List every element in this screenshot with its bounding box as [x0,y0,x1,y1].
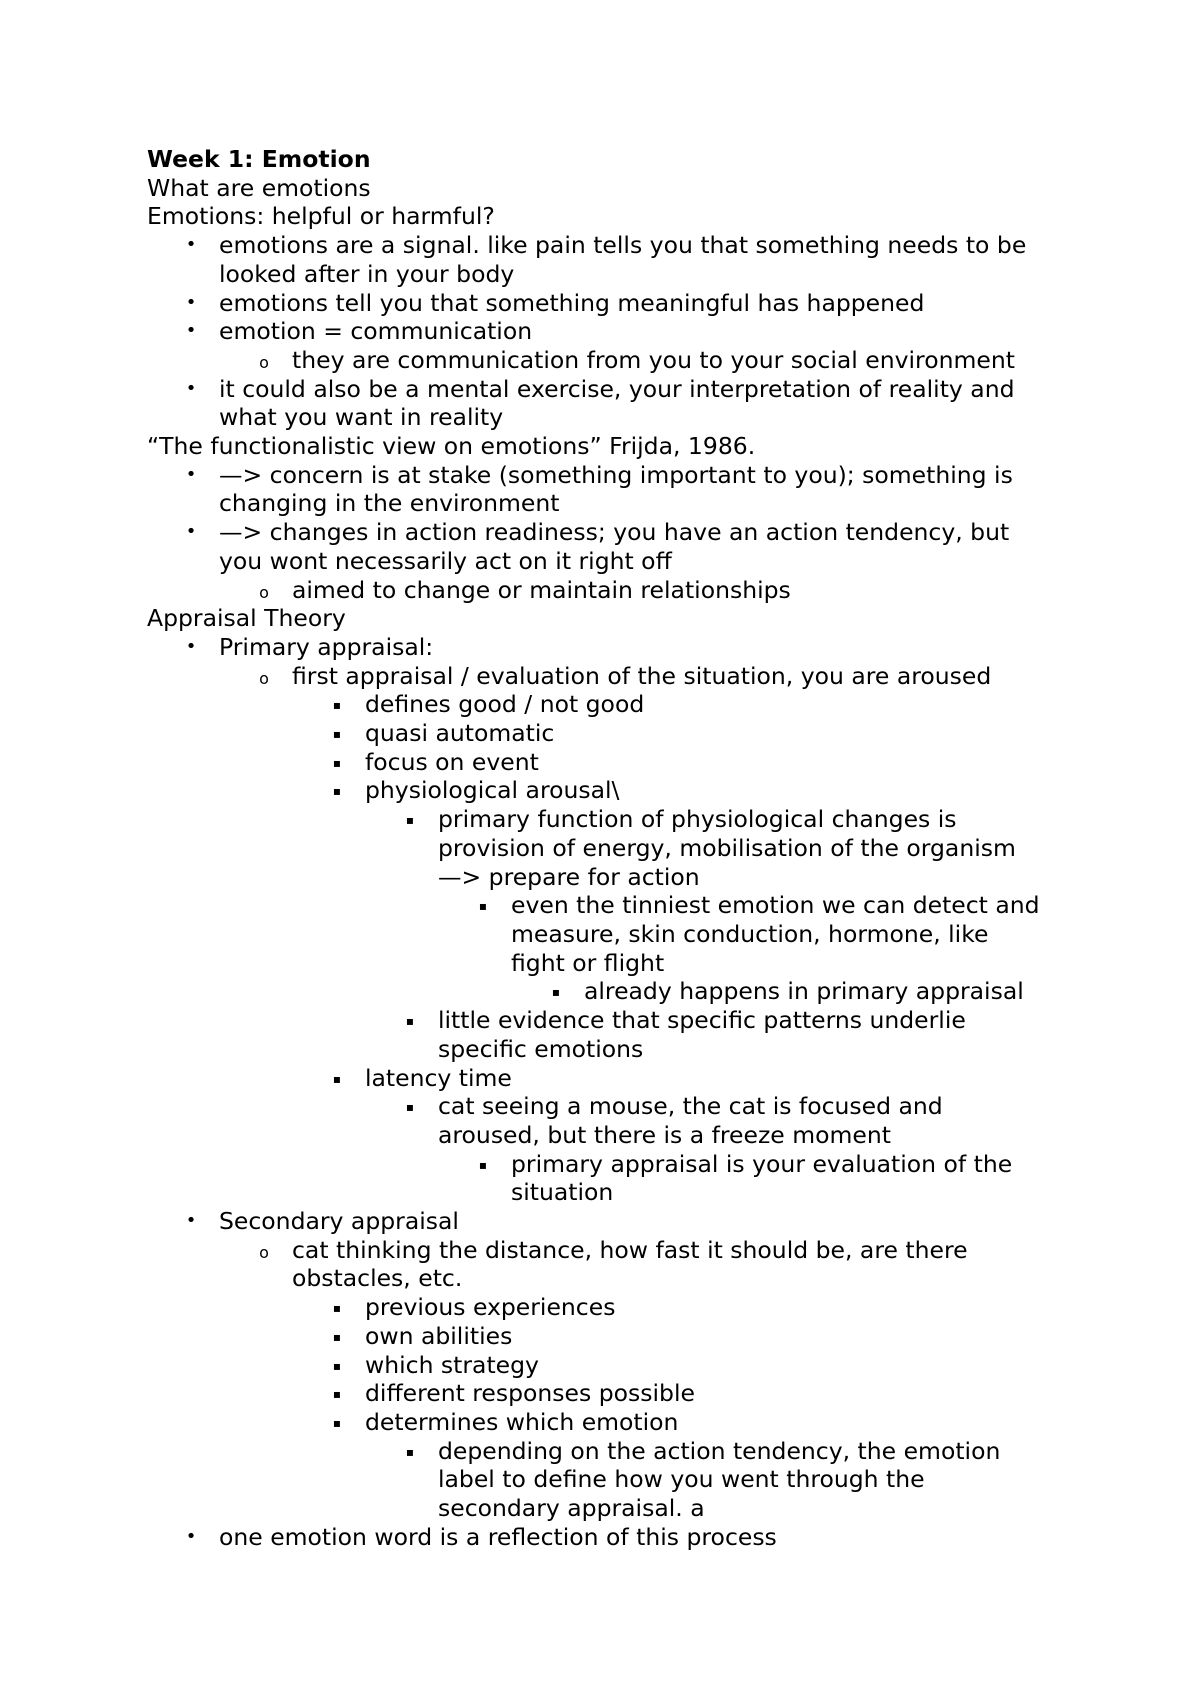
square-bullet-icon: ▪ [332,1358,342,1373]
list-item: ▪ focus on event [365,748,1077,777]
bullet-icon: • [185,291,197,313]
list-item: ▪ different responses possible [365,1379,1077,1408]
list-item: ▪ primary function of physiological changes is provision of energy, mobilisation of the organism —> prepare for action [438,805,1077,891]
document-content [147,145,1077,1551]
square-bullet-icon: ▪ [332,1415,342,1430]
list-item: ▪ defines good / not good [365,690,1077,719]
bullet-icon: • [185,463,197,485]
square-bullet-icon: ▪ [332,698,342,713]
circle-bullet-icon: o [259,668,269,688]
list-item: ▪ which strategy [365,1351,1077,1380]
square-bullet-icon: ▪ [332,1071,342,1086]
circle-bullet-icon: o [259,1242,269,1262]
list-item: • emotions tell you that something meaningful has happened [219,289,1077,318]
square-bullet-icon: ▪ [332,727,342,742]
square-bullet-icon: ▪ [405,1444,415,1459]
list-item: o they are communication from you to your social environment [292,346,1077,375]
list-item: • one emotion word is a reflection of this process [219,1523,1077,1552]
list-item: ▪ quasi automatic [365,719,1077,748]
heading-functionalistic-view: “The functionalistic view on emotions” Frijda, 1986. [147,432,756,461]
circle-bullet-icon: o [259,352,269,372]
list-item: ▪ physiological arousal\ [365,776,1077,805]
square-bullet-icon: ▪ [332,1387,342,1402]
list-item: ▪ previous experiences [365,1293,1077,1322]
bullet-icon: • [185,377,197,399]
list-item: ▪ little evidence that specific patterns underlie specific emotions [438,1006,1077,1063]
square-bullet-icon: ▪ [332,1301,342,1316]
list-item: • Secondary appraisal [219,1207,1077,1236]
square-bullet-icon: ▪ [478,899,488,914]
square-bullet-icon: ▪ [332,755,342,770]
list-item: • Primary appraisal: [219,633,1077,662]
bullet-icon: • [185,1525,197,1547]
heading-what-are-emotions: What are emotions [147,173,371,202]
heading-appraisal-theory: Appraisal Theory [147,604,346,633]
square-bullet-icon: ▪ [478,1157,488,1172]
bullet-icon: • [185,635,197,657]
list-item: o first appraisal / evaluation of the situation, you are aroused [292,662,1077,691]
list-item: ▪ already happens in primary appraisal [584,977,1077,1006]
list-item: • it could also be a mental exercise, your interpretation of reality and what you want in reality [219,375,1077,432]
list-item: ▪ primary appraisal is your evaluation of the situation [511,1150,1077,1207]
circle-bullet-icon: o [259,582,269,602]
list-item: • —> changes in action readiness; you have an action tendency, but you wont necessarily act on it right off [219,518,1077,575]
square-bullet-icon: ▪ [551,985,561,1000]
list-item: ▪ cat seeing a mouse, the cat is focused and aroused, but there is a freeze moment [438,1092,1077,1149]
heading-helpful-or-harmful: Emotions: helpful or harmful? [147,202,495,231]
list-item: o cat thinking the distance, how fast it should be, are there obstacles, etc. [292,1236,1077,1293]
bullet-icon: • [185,1210,197,1232]
list-item: o aimed to change or maintain relationships [292,576,1077,605]
list-item: ▪ own abilities [365,1322,1077,1351]
list-item: • emotions are a signal. like pain tells you that something needs to be looked after in your body [219,231,1077,288]
list-item: ▪ determines which emotion [365,1408,1077,1437]
square-bullet-icon: ▪ [405,813,415,828]
list-item: ▪ even the tinniest emotion we can detect and measure, skin conduction, hormone, like fight or flight [511,891,1077,977]
bullet-icon: • [185,234,197,256]
list-item: • —> concern is at stake (something important to you); something is changing in the environment [219,461,1077,518]
bullet-icon: • [185,320,197,342]
list-item: ▪ depending on the action tendency, the emotion label to define how you went through the secondary appraisal. a [438,1437,1077,1523]
square-bullet-icon: ▪ [332,1329,342,1344]
list-item: • emotion = communication [219,317,1077,346]
bullet-icon: • [185,521,197,543]
square-bullet-icon: ▪ [405,1014,415,1029]
page-title: Week 1: Emotion [147,145,371,173]
list-item: ▪ latency time [365,1064,1077,1093]
square-bullet-icon: ▪ [332,784,342,799]
square-bullet-icon: ▪ [405,1100,415,1115]
